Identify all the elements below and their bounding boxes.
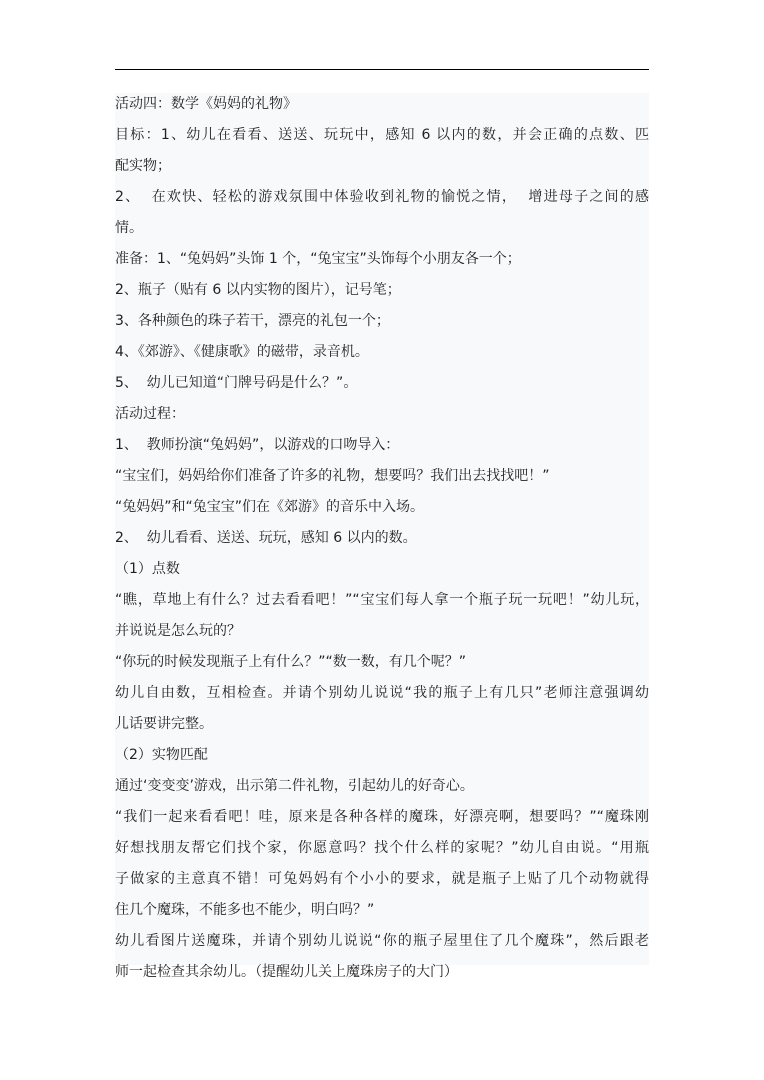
- counting-line-1: “瞧，草地上有什么？过去看看吧！”“宝宝们每人拿一个瓶子玩一玩吧！”幼儿玩，: [115, 592, 649, 608]
- matching-line-7: 师一起检查其余幼儿。（提醒幼儿关上魔珠房子的大门）: [115, 964, 458, 980]
- goal-line-2: 配实物；: [115, 158, 171, 174]
- goal-line-4: 情。: [115, 220, 143, 236]
- process-heading: 活动过程：: [115, 406, 185, 422]
- matching-line-5: 住几个魔珠，不能多也不能少，明白吗？”: [115, 902, 375, 918]
- counting-line-4: 幼儿自由数，互相检查。并请个别幼儿说说“我的瓶子上有几只”老师注意强调幼: [115, 685, 649, 701]
- prep-line-1: 准备：1、“兔妈妈”头饰 1 个，“兔宝宝”头饰每个小朋友各一个；: [115, 251, 521, 267]
- prep-line-3: 3、各种颜色的珠子若干，漂亮的礼包一个；: [115, 313, 390, 329]
- process-line-entrance: “兔妈妈”和“兔宝宝”们在《郊游》的音乐中入场。: [115, 499, 425, 515]
- header-rule: [115, 69, 649, 70]
- matching-line-4: 子做家的主意真不错！可兔妈妈有个小小的要求，就是瓶子上贴了几个动物就得: [115, 871, 649, 887]
- matching-line-2: “我们一起来看看吧！哇，原来是各种各样的魔珠，好漂亮啊，想要吗？”“魔珠刚: [115, 809, 649, 825]
- document-body: [115, 93, 649, 980]
- prep-line-4: 4、《郊游》、《健康歌》的磁带，录音机。: [115, 344, 369, 360]
- process-step-1: 1、 教师扮演“兔妈妈”，以游戏的口吻导入：: [115, 437, 400, 453]
- subheading-counting: （1）点数: [115, 561, 180, 577]
- activity-title: 活动四：数学《妈妈的礼物》: [115, 96, 297, 112]
- goal-line-3: 2、 在欢快、轻松的游戏氛围中体验收到礼物的愉悦之情， 增进母子之间的感: [115, 189, 649, 205]
- process-step-2: 2、 幼儿看看、送送、玩玩，感知 6 以内的数。: [115, 530, 417, 546]
- counting-line-2: 并说说是怎么玩的？: [115, 623, 241, 639]
- matching-line-3: 好想找朋友帮它们找个家，你愿意吗？找个什么样的家呢？”幼儿自由说。“用瓶: [115, 840, 649, 856]
- counting-line-5: 儿话要讲完整。: [115, 716, 213, 732]
- goal-line-1: 目标：1、幼儿在看看、送送、玩玩中，感知 6 以内的数，并会正确的点数、匹: [115, 127, 649, 143]
- process-quote-1: “宝宝们，妈妈给你们准备了许多的礼物，想要吗？我们出去找找吧！”: [115, 468, 550, 484]
- counting-line-3: “你玩的时候发现瓶子上有什么？”“数一数，有几个呢？”: [115, 654, 467, 670]
- matching-line-1: 通过‘变变变’游戏，出示第二件礼物，引起幼儿的好奇心。: [115, 778, 474, 794]
- subheading-matching: （2）实物匹配: [115, 747, 208, 763]
- prep-line-5: 5、 幼儿已知道“门牌号码是什么？”。: [115, 375, 358, 391]
- matching-line-6: 幼儿看图片送魔珠，并请个别幼儿说说“你的瓶子屋里住了几个魔珠”，然后跟老: [115, 933, 649, 949]
- prep-line-2: 2、瓶子（贴有 6 以内实物的图片），记号笔；: [115, 282, 401, 298]
